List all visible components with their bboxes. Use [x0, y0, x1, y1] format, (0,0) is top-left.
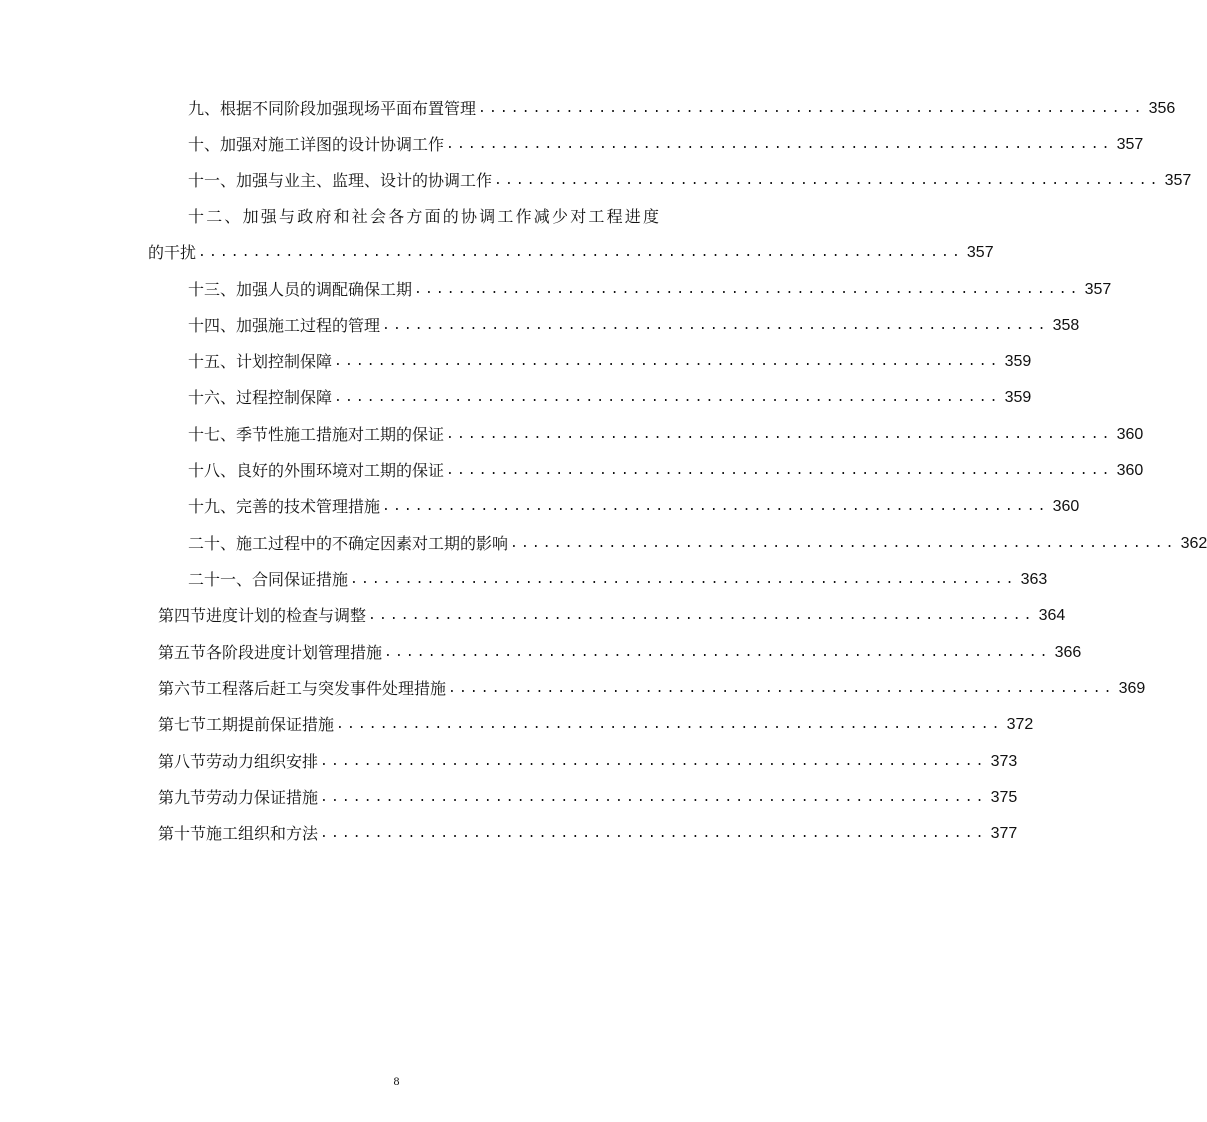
dot-leader: .............................................................: [384, 645, 1051, 660]
toc-entry-title: 工程落后赶工与突发事件处理措施: [206, 679, 447, 698]
dot-leader: .............................................................: [320, 826, 987, 841]
toc-entry-number: 十六、: [188, 388, 237, 407]
toc-entry-number: 十四、: [188, 316, 237, 335]
dot-leader: .............................................................: [510, 536, 1177, 551]
toc-entry-title: 根据不同阶段加强现场平面布置管理: [220, 99, 477, 118]
toc-entry[interactable]: [158, 822, 1018, 846]
toc-entry-title: 施工组织和方法: [206, 824, 319, 843]
dot-leader: ......................................................................: [198, 245, 963, 260]
dot-leader: .............................................................: [446, 427, 1113, 442]
dot-leader: .............................................................: [446, 137, 1113, 152]
dot-leader: .............................................................: [382, 318, 1049, 333]
dot-leader: .............................................................: [414, 282, 1081, 297]
toc-entry[interactable]: [158, 713, 1034, 737]
toc-entry-page: 357: [966, 244, 994, 261]
toc-entry[interactable]: [188, 278, 1112, 302]
toc-entry-number: 十一、: [188, 171, 237, 190]
toc-entry-number: 十三、: [188, 280, 237, 299]
toc-entry-page: 358: [1052, 317, 1080, 334]
toc-entry-number: 第四节: [158, 606, 207, 625]
toc-entry-wrapped-line[interactable]: 十二、加强与政府和社会各方面的协调工作减少对工程进度: [188, 207, 662, 226]
toc-entry-title: 各阶段进度计划管理措施: [206, 643, 383, 662]
toc-entry-number: 十八、: [188, 461, 237, 480]
toc-entry-number: 第六节: [158, 679, 207, 698]
toc-entry-page: 357: [1164, 172, 1192, 189]
toc-entry-number: 十五、: [188, 352, 237, 371]
toc-entry-title: 加强人员的调配确保工期: [236, 280, 413, 299]
toc-entry-title: 加强对施工详图的设计协调工作: [220, 135, 445, 154]
toc-entry-number: 十七、: [188, 425, 237, 444]
toc-entry-number: 十、: [188, 135, 221, 154]
toc-entry-title: 良好的外围环境对工期的保证: [236, 461, 445, 480]
dot-leader: .............................................................: [368, 608, 1035, 623]
toc-entry-title: 过程控制保障: [236, 388, 333, 407]
toc-entry-number: 第五节: [158, 643, 207, 662]
toc-entry[interactable]: [188, 532, 1207, 556]
toc-entry[interactable]: [188, 169, 1192, 193]
toc-entry-page: 357: [1084, 281, 1112, 298]
toc-entry-number: 第九节: [158, 788, 207, 807]
dot-leader: .............................................................: [446, 463, 1113, 478]
toc-entry-title: 的干扰: [148, 243, 197, 262]
toc-entry-title: 劳动力组织安排: [206, 752, 319, 771]
dot-leader: .............................................................: [336, 717, 1003, 732]
toc-entry-page: 359: [1004, 389, 1032, 406]
toc-entry-page: 360: [1116, 426, 1144, 443]
toc-entry-title: 加强与业主、监理、设计的协调工作: [236, 171, 493, 190]
toc-entry-number: 第十节: [158, 824, 207, 843]
toc-entry-page: 372: [1006, 716, 1034, 733]
toc-entry-number: 九、: [188, 99, 221, 118]
toc-entry-page: 373: [990, 753, 1018, 770]
toc-entry-title: 工期提前保证措施: [206, 715, 335, 734]
dot-leader: .............................................................: [334, 390, 1001, 405]
toc-entry-number: 第八节: [158, 752, 207, 771]
dot-leader: .............................................................: [448, 681, 1115, 696]
toc-entry-title: 加强施工过程的管理: [236, 316, 381, 335]
dot-leader: .............................................................: [334, 354, 1001, 369]
toc-entry-page: 356: [1148, 100, 1176, 117]
toc-entry-number: 第七节: [158, 715, 207, 734]
toc-entry-page: 375: [990, 789, 1018, 806]
dot-leader: .............................................................: [320, 754, 987, 769]
toc-entry-page: 377: [990, 825, 1018, 842]
toc-entry-page: 363: [1020, 571, 1048, 588]
toc-entry-number: 二十一、: [188, 570, 253, 589]
toc-entry-title: 季节性施工措施对工期的保证: [236, 425, 445, 444]
toc-entry-title: 合同保证措施: [252, 570, 349, 589]
toc-entry[interactable]: [188, 459, 1144, 483]
toc-entry[interactable]: [188, 568, 1048, 592]
toc-entry[interactable]: [188, 350, 1032, 374]
toc-entry-number: 十九、: [188, 497, 237, 516]
toc-entry-page: 357: [1116, 136, 1144, 153]
toc-entry-page: 362: [1180, 535, 1207, 552]
toc-entry[interactable]: [158, 677, 1146, 701]
dot-leader: .............................................................: [350, 572, 1017, 587]
page-number: 8: [393, 1074, 400, 1088]
toc-entry-title: 施工过程中的不确定因素对工期的影响: [236, 534, 509, 553]
toc-entry-number: 二十、: [188, 534, 237, 553]
toc-entry-page: 369: [1118, 680, 1146, 697]
toc-entry-page: 366: [1054, 644, 1082, 661]
dot-leader: .............................................................: [478, 101, 1145, 116]
toc-entry-page: 360: [1052, 498, 1080, 515]
toc-entry[interactable]: [188, 495, 1080, 519]
toc-entry-page: 359: [1004, 353, 1032, 370]
toc-entry-page: 364: [1038, 607, 1066, 624]
toc-entry[interactable]: [188, 386, 1032, 410]
toc-entry[interactable]: [158, 750, 1018, 774]
toc-entry[interactable]: [188, 314, 1080, 338]
dot-leader: .............................................................: [320, 790, 987, 805]
toc-entry[interactable]: [188, 97, 1176, 121]
toc-entry[interactable]: [158, 641, 1082, 665]
toc-entry-title: 计划控制保障: [236, 352, 333, 371]
dot-leader: .............................................................: [494, 173, 1161, 188]
toc-entry[interactable]: [158, 786, 1018, 810]
toc-entry[interactable]: [158, 604, 1066, 628]
toc-entry-page: 360: [1116, 462, 1144, 479]
toc-entry-title: 劳动力保证措施: [206, 788, 319, 807]
toc-entry-title: 进度计划的检查与调整: [206, 606, 367, 625]
toc-entry[interactable]: [188, 133, 1144, 157]
toc-entry[interactable]: [148, 241, 994, 265]
toc-entry-title: 完善的技术管理措施: [236, 497, 381, 516]
toc-entry[interactable]: [188, 423, 1144, 447]
dot-leader: .............................................................: [382, 499, 1049, 514]
